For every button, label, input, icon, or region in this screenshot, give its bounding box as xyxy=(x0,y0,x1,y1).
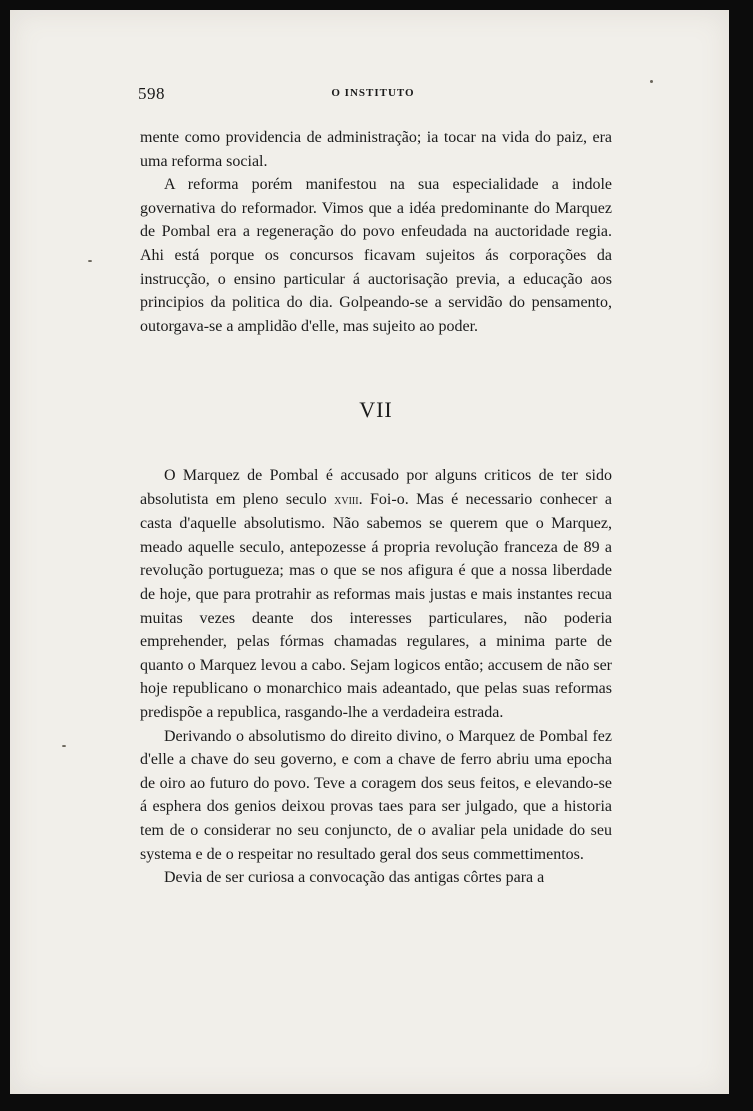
paragraph: Devia de ser curiosa a convocação das antigas côrtes para a xyxy=(164,869,545,887)
paper-speck xyxy=(62,745,66,747)
page-header xyxy=(138,84,608,104)
text-block-bottom xyxy=(140,464,612,890)
paragraph xyxy=(140,464,612,725)
paragraph-text: . Foi-o. Mas é necessario conhecer a casta d'aquelle absolutismo. Não sabemos se querem que o Marquez, meado aquelle seculo, antepozesse á propria revolução franceza de 89 a revolução portugueza; mas o que se nos afigura é que a nossa liberdade de hoje, que para protrahir as reformas mais justas e mais instantes recua muitas vezes deante dos interesses particulares, não poderia emprehender, pelas fórmas chamadas regulares, a minima parte de quanto o Marquez levou a cabo. Sejam logicos então; accusem de não ser hoje republicano o monarchico mais adeantado, que pelas suas reformas predispõe a republica, rasgando-lhe a verdadeira estrada. xyxy=(140,490,613,721)
paper-speck xyxy=(650,80,653,83)
text-block-top xyxy=(140,126,612,338)
paragraph: A reforma porém manifestou na sua especialidade a indole governativa do reformador. Vimos que a idéa predominante do Marquez de Pombal era a regeneração do povo enfeudada na auctoridade regia. Ahi está porque os concursos ficavam sujeitos ás corporações da instrucção, o ensino particular á auctorisação previa, a educação aos principios da politica do dia. Golpeando-se a servidão do pensamento, outorgava-se a amplidão d'elle, mas sujeito ao poder. xyxy=(140,176,612,335)
century-numeral: xviii xyxy=(334,492,359,508)
section-heading: VII xyxy=(359,397,393,422)
page-number: 598 xyxy=(138,84,165,103)
paper-speck xyxy=(88,260,92,262)
running-title: O INSTITUTO xyxy=(331,87,415,99)
paragraph-text: O Marquez de Pombal é accusado por alguns criticos de ter sido absolutista em pleno seculo xyxy=(140,467,612,508)
paragraph: Derivando o absolutismo do direito divino, o Marquez de Pombal fez d'elle a chave do seu governo, e com a chave de ferro abriu uma epocha de oiro ao futuro do povo. Teve a coragem dos seus feitos, e elevando-se á esphera dos genios deixou provas taes para ser julgado, que a historia tem de o considerar no seu conjuncto, de o avaliar pela unidade do seu systema e de o respeitar no resultado geral dos seus commettimentos. xyxy=(140,727,612,863)
paragraph: mente como providencia de administração; ia tocar na vida do paiz, era uma reforma social. xyxy=(140,129,612,170)
